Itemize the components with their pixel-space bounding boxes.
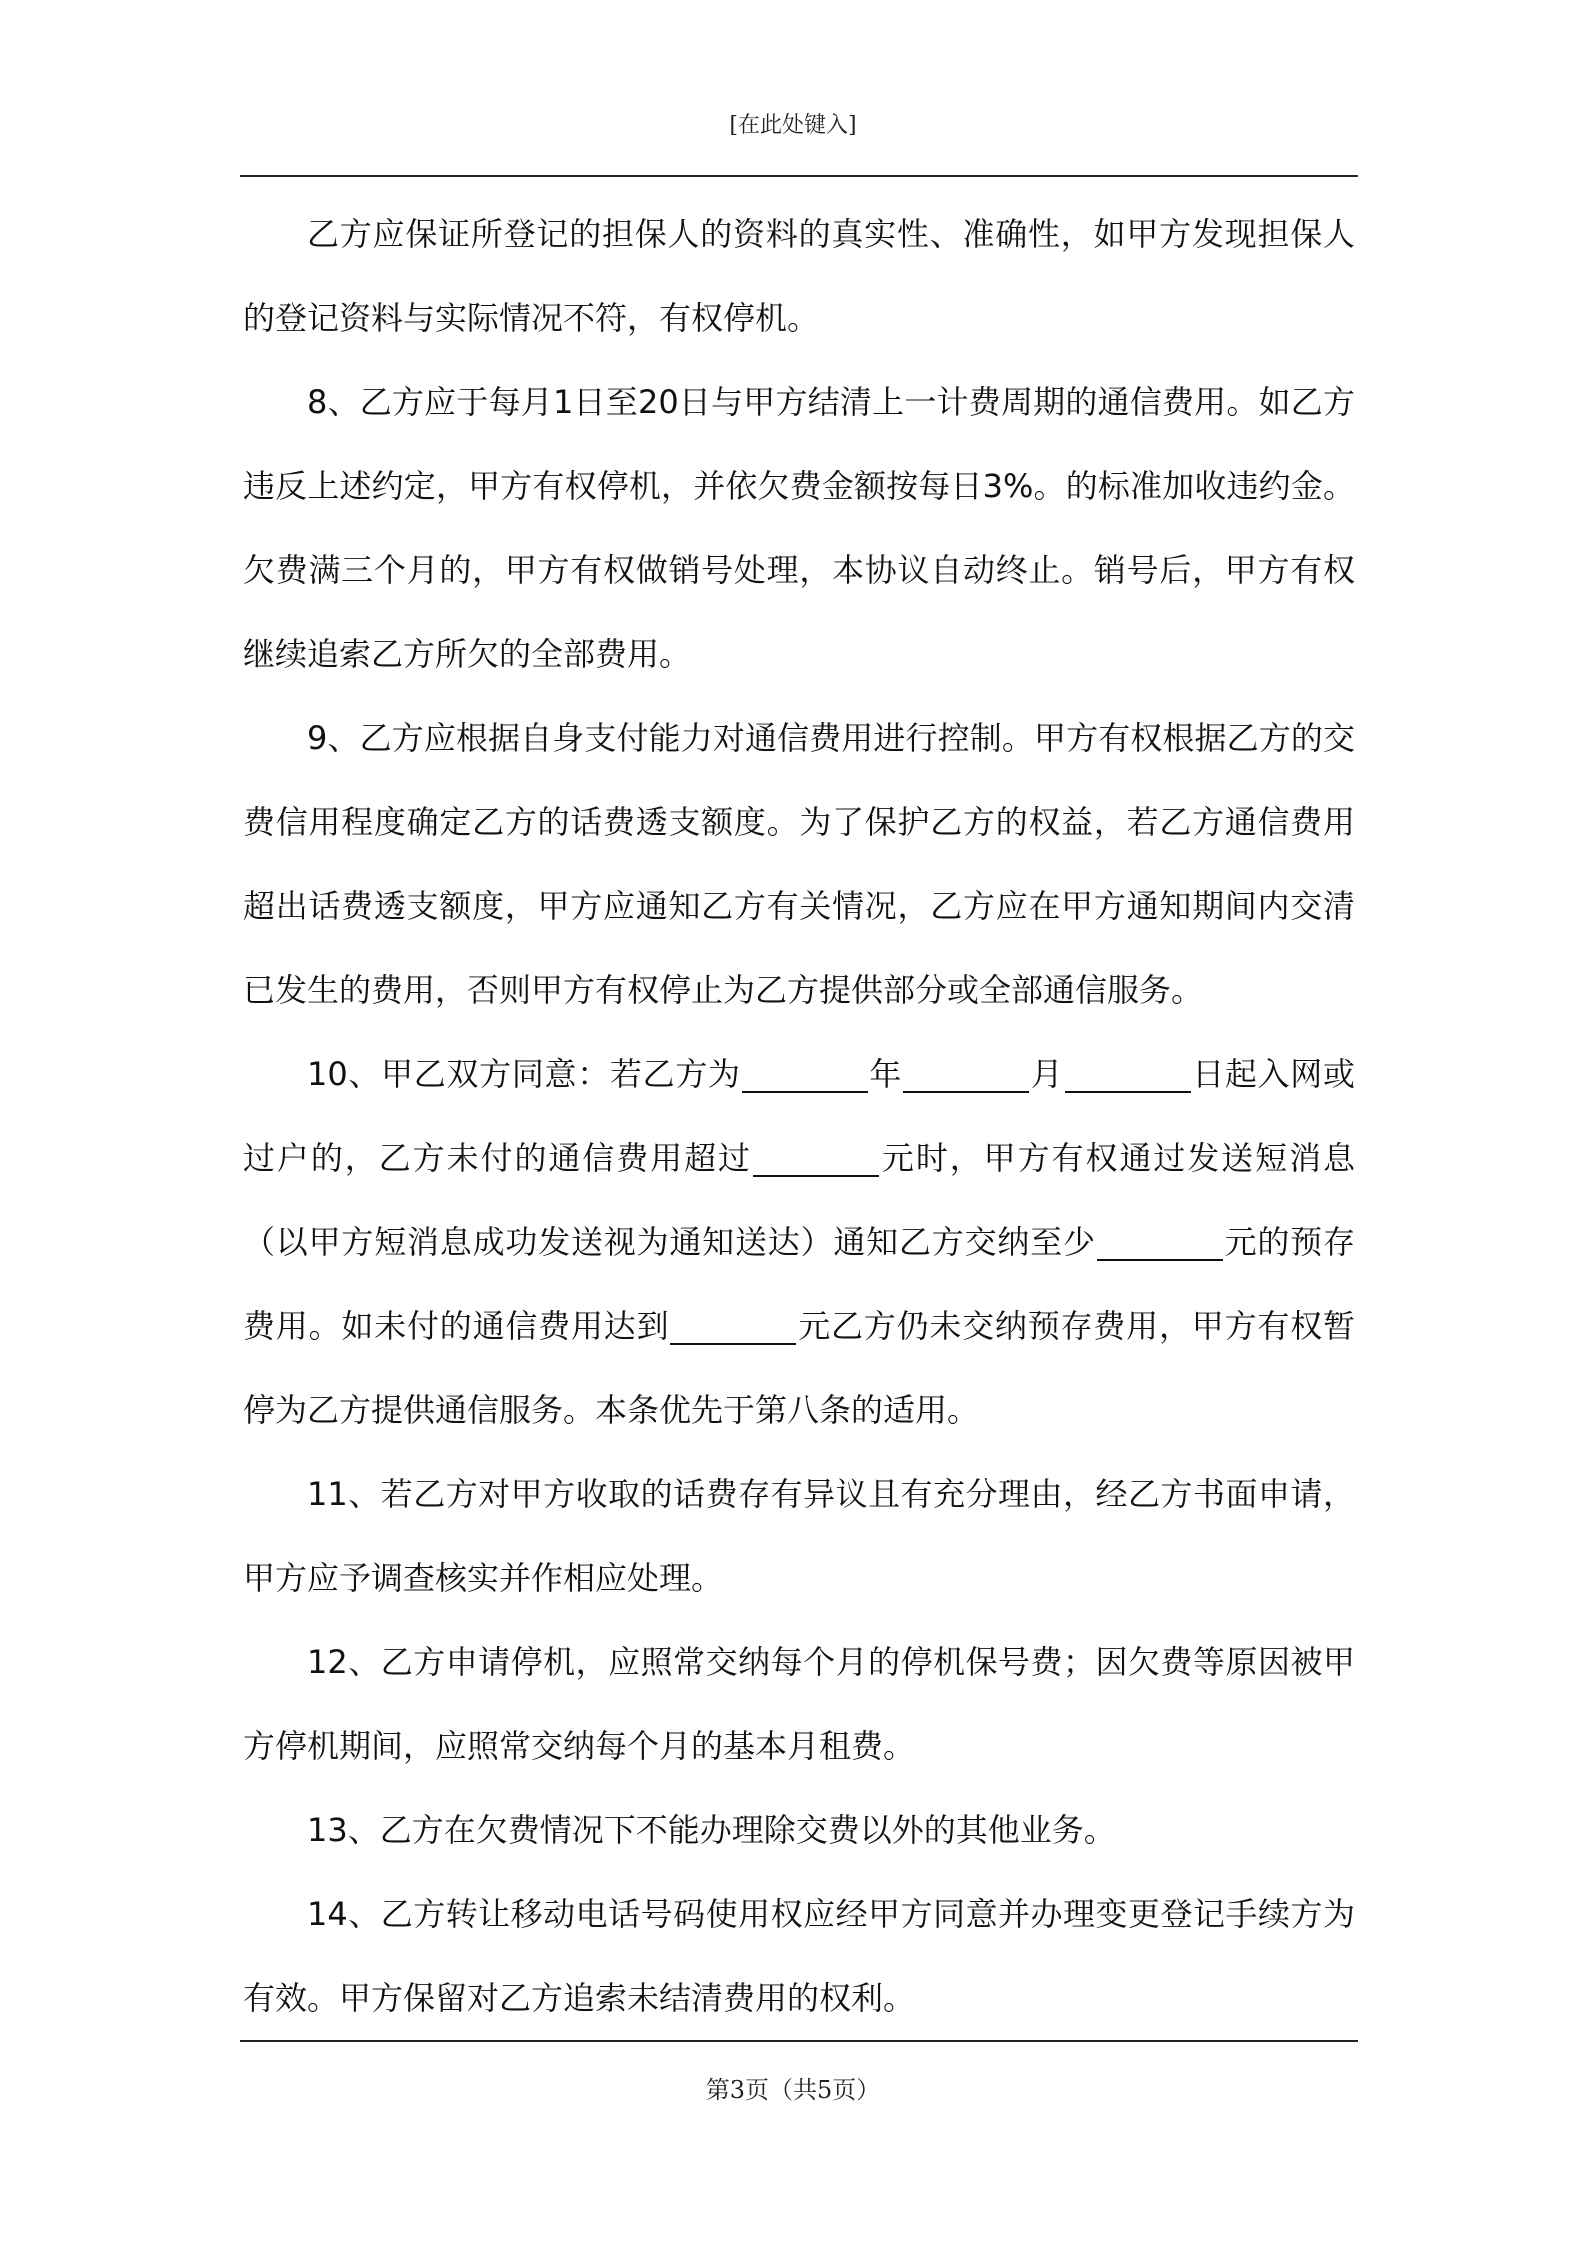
page-header: [在此处键入] [729, 113, 857, 138]
clause-10-text: 年 [868, 1055, 903, 1093]
page-number: 第3页（共5页） [705, 2076, 881, 2104]
paragraph-clause-8: 8、乙方应于每月1日至20日与甲方结清上一计费周期的通信费用。如乙方违反上述约定，甲方有权停机，并依欠费金额按每日3%。的标准加收违约金。欠费满三个月的，甲方有权做销号处理，本协议自动终止。销号后，甲方有权继续追索乙方所欠的全部费用。 [243, 383, 1355, 673]
paragraph-clause-9: 9、乙方应根据自身支付能力对通信费用进行控制。甲方有权根据乙方的交费信用程度确定乙方的话费透支额度。为了保护乙方的权益，若乙方通信费用超出话费透支额度，甲方应通知乙方有关情况，乙方应在甲方通知期间内交清已发生的费用，否则甲方有权停止为乙方提供部分或全部通信服务。 [243, 719, 1355, 1009]
blank-month-field[interactable] [903, 1055, 1029, 1093]
blank-day-field[interactable] [1065, 1055, 1191, 1093]
clause-10-text: 元的预存费用。如未付的通信费用达到 [243, 1223, 1355, 1345]
clause-10-text: 月 [1030, 1055, 1064, 1093]
clause-10-text: 元时，甲方有权通过发送短消息（以甲方短消息成功发送视为通知送达）通知乙方交纳至少 [243, 1139, 1355, 1261]
paragraph-clause-11: 11、若乙方对甲方收取的话费存有异议且有充分理由，经乙方书面申请，甲方应予调查核实并作相应处理。 [243, 1475, 1355, 1597]
paragraph-guarantor: 乙方应保证所登记的担保人的资料的真实性、准确性，如甲方发现担保人的登记资料与实际情况不符，有权停机。 [243, 215, 1355, 337]
blank-unpaid-threshold-field[interactable] [753, 1139, 879, 1177]
clause-10-text: 元乙方仍未交纳预存费用，甲方有权暂停为乙方提供通信服务。本条优先于第八条的适用。 [243, 1307, 1355, 1429]
paragraph-clause-14: 14、乙方转让移动电话号码使用权应经甲方同意并办理变更登记手续方为有效。甲方保留对乙方追索未结清费用的权利。 [243, 1895, 1355, 2017]
clause-10-text: 10、甲乙双方同意：若乙方为 [307, 1055, 741, 1093]
paragraph-clause-12: 12、乙方申请停机，应照常交纳每个月的停机保号费；因欠费等原因被甲方停机期间，应照常交纳每个月的基本月租费。 [243, 1643, 1355, 1765]
footer-divider [240, 2040, 1358, 2042]
clause-10-text: 日起入网或过户的，乙方未付的通信费用超过 [243, 1055, 1355, 1177]
paragraph-clause-13: 13、乙方在欠费情况下不能办理除交费以外的其他业务。 [307, 1811, 1116, 1849]
blank-prepay-amount-field[interactable] [1097, 1223, 1223, 1261]
blank-suspend-threshold-field[interactable] [670, 1307, 796, 1345]
paragraph-clause-10 [243, 1032, 1355, 1452]
document-body [243, 192, 1355, 2040]
blank-year-field[interactable] [742, 1055, 868, 1093]
header-divider [240, 175, 1358, 177]
